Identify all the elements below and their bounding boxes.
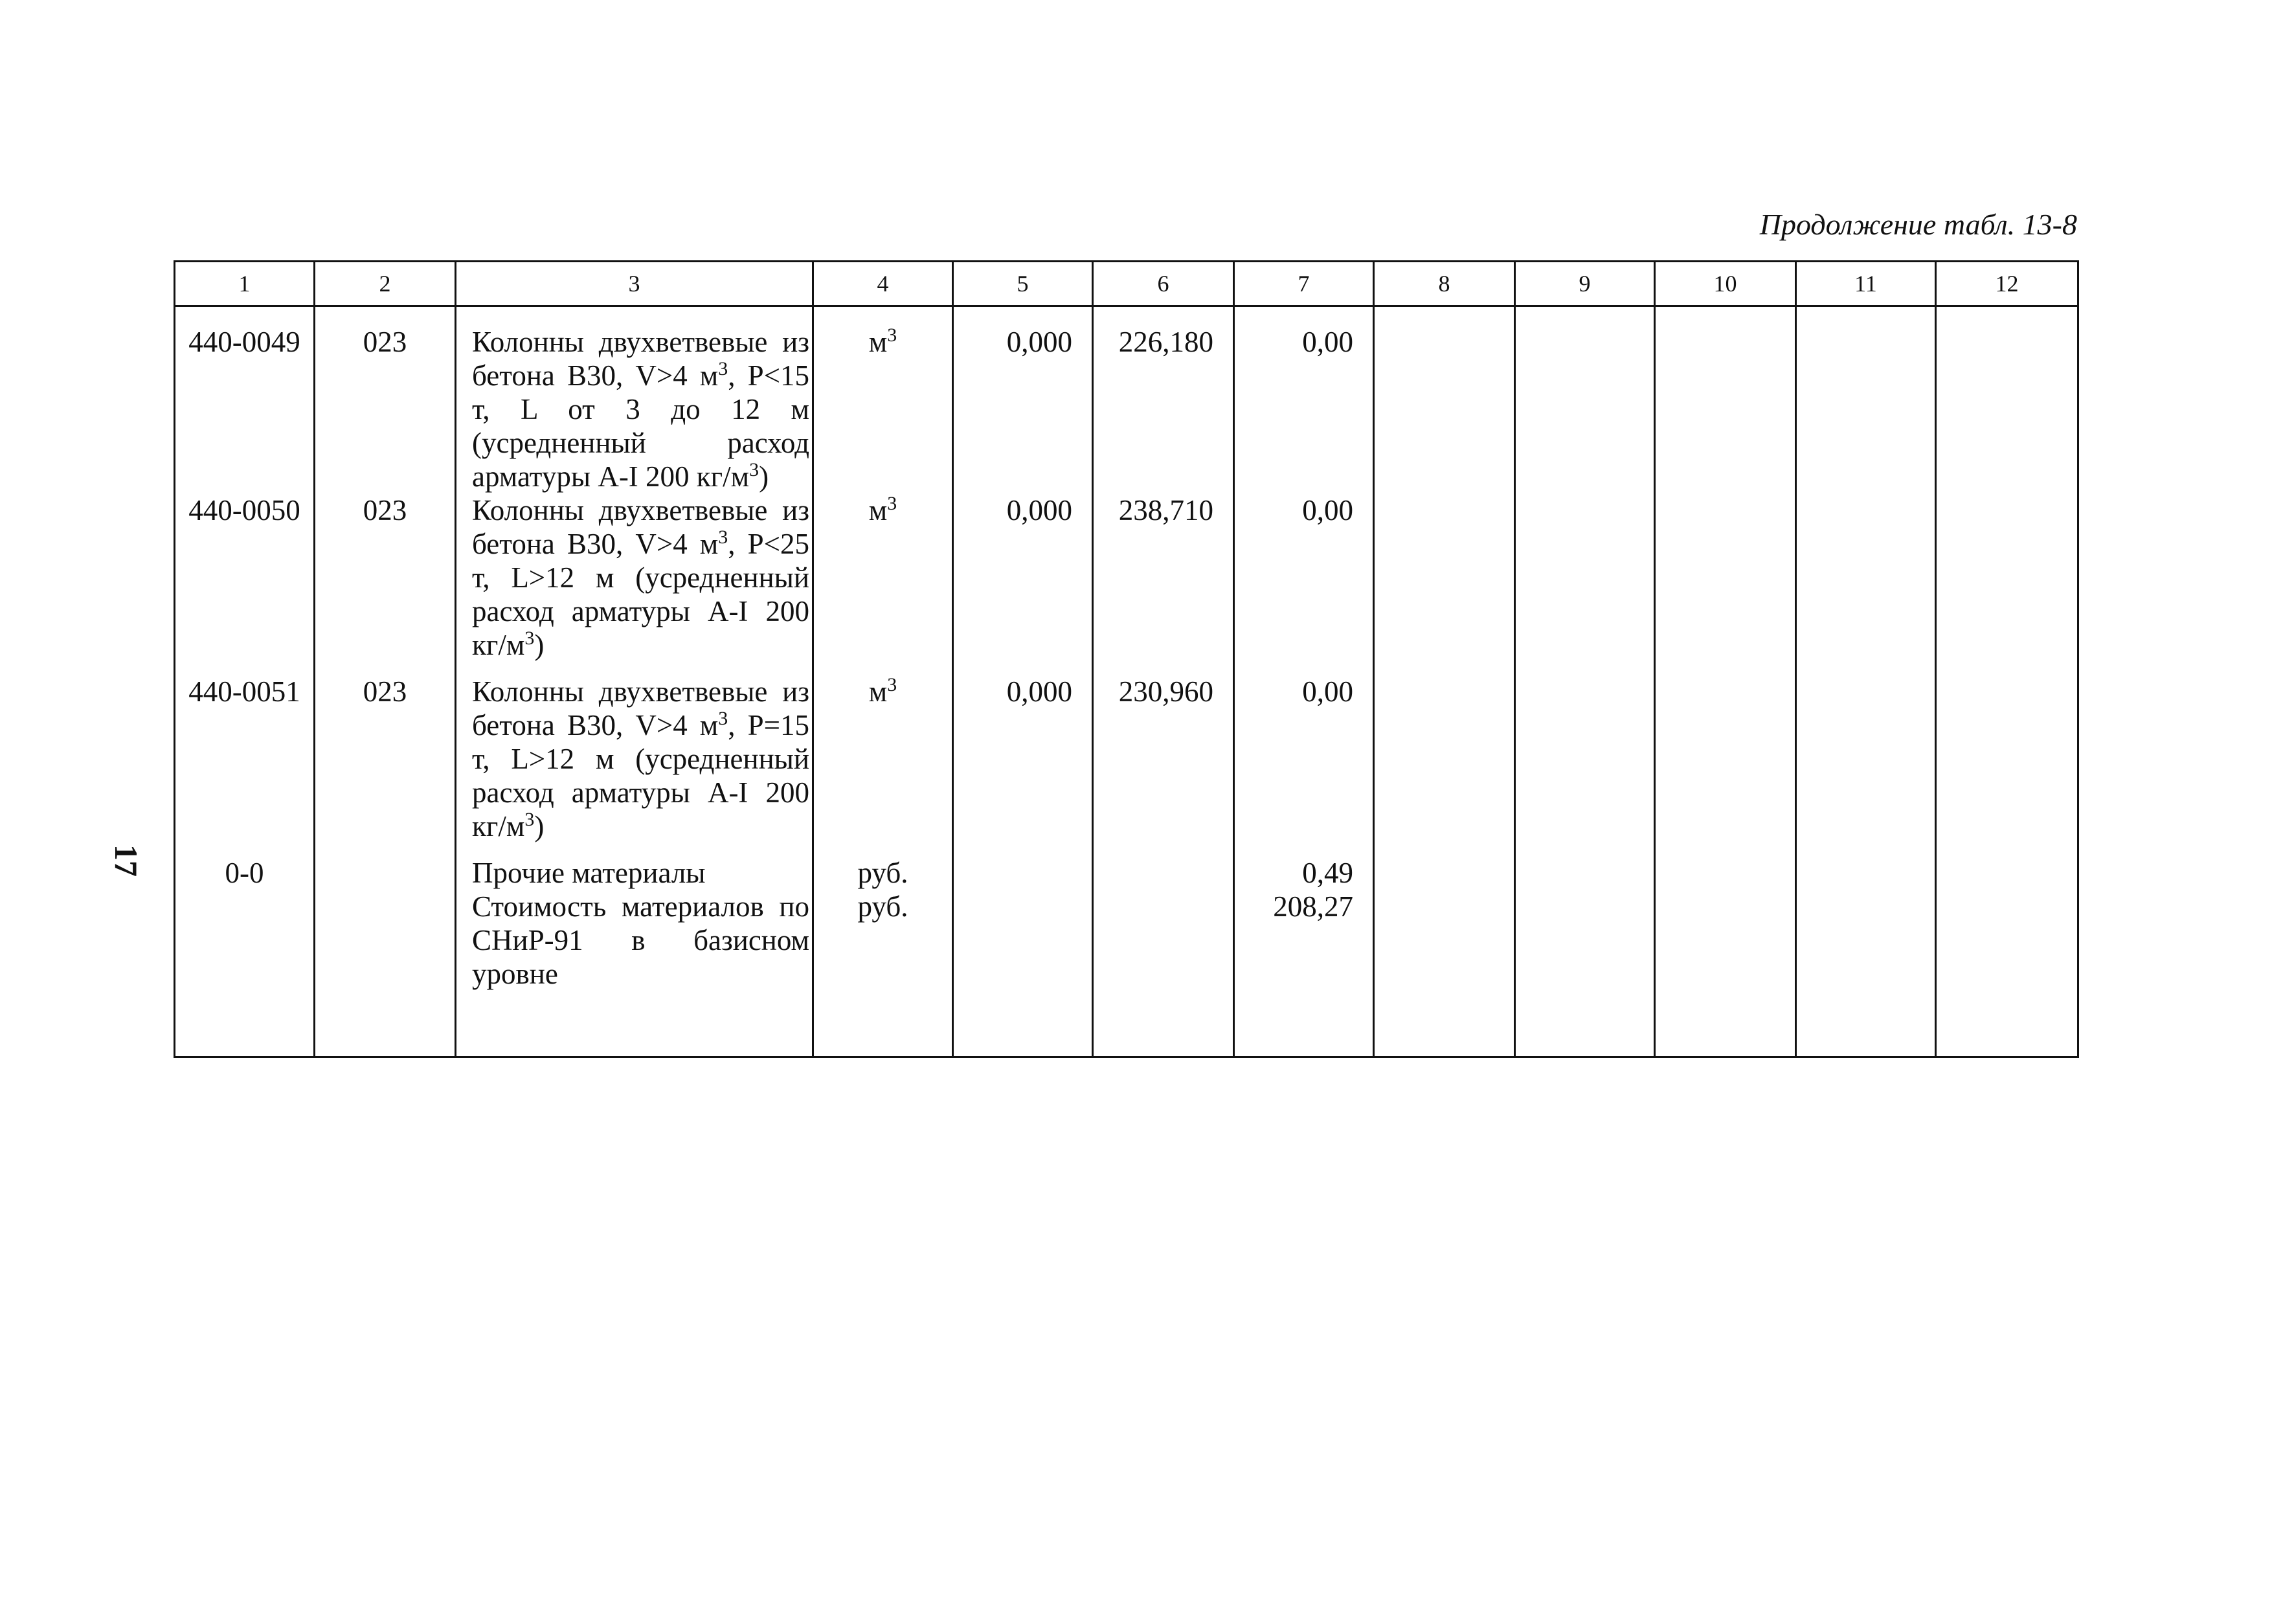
header-cell: 10	[1655, 262, 1796, 306]
empty-cell	[1655, 493, 1796, 675]
resource-code: 440-0049	[175, 306, 315, 494]
empty-cell	[1655, 675, 1796, 856]
cost-cell	[1234, 856, 1374, 1057]
empty-cell	[1796, 675, 1936, 856]
header-cell: 6	[1093, 262, 1234, 306]
empty-cell	[1796, 856, 1936, 1057]
resource-description: Колонны двухветвевые из бетона В30, V>4 $м^3$, Р<25 т, L>12 м (усредненный расход арматуры А-I 200 $кг/м^3$)	[456, 493, 813, 675]
header-cell: 1	[175, 262, 315, 306]
empty-cell	[1796, 306, 1936, 494]
header-cell: 12	[1936, 262, 2078, 306]
price-cell: 230,960	[1093, 675, 1234, 856]
table-caption: Продолжение табл. 13-8	[1759, 208, 2077, 241]
other-materials-label: Прочие материалы	[472, 857, 706, 889]
header-cell: 11	[1796, 262, 1936, 306]
unit-line: руб.	[857, 857, 908, 889]
empty-cell	[1515, 675, 1655, 856]
empty-cell	[1936, 306, 2078, 494]
materials-cost-label: Стоимость материалов по СНиР-91 в базисном уровне	[472, 890, 809, 990]
resource-code: 440-0051	[175, 675, 315, 856]
header-cell: 5	[953, 262, 1093, 306]
empty-cell	[1374, 675, 1515, 856]
quantity-cell: 0,000	[953, 306, 1093, 494]
unit-of-measure: $м^3$	[813, 675, 953, 856]
cost-cell: 0,00	[1234, 493, 1374, 675]
header-cell: 9	[1515, 262, 1655, 306]
cost-cell: 0,00	[1234, 306, 1374, 494]
resource-code: 0-0	[175, 856, 315, 1057]
group-code: 023	[315, 306, 456, 494]
resource-description	[456, 856, 813, 1057]
estimate-table	[174, 260, 2079, 1058]
table-row	[175, 493, 2078, 675]
empty-cell	[1936, 675, 2078, 856]
header-cell: 3	[456, 262, 813, 306]
header-cell: 7	[1234, 262, 1374, 306]
cost-cell: 0,00	[1234, 675, 1374, 856]
empty-cell	[1374, 493, 1515, 675]
cost-line: 208,27	[1273, 890, 1353, 923]
header-cell: 4	[813, 262, 953, 306]
quantity-cell	[953, 856, 1093, 1057]
page-number: 17	[108, 844, 144, 877]
group-code: 023	[315, 675, 456, 856]
empty-cell	[1374, 306, 1515, 494]
empty-cell	[1936, 493, 2078, 675]
price-cell: 238,710	[1093, 493, 1234, 675]
table-row	[175, 856, 2078, 1057]
empty-cell	[1515, 856, 1655, 1057]
group-code	[315, 856, 456, 1057]
resource-description: Колонны двухветвевые из бетона В30, V>4 $м^3$, Р<15 т, L от 3 до 12 м (усредненный расход арматуры А-I 200 $кг/м^3$)	[456, 306, 813, 494]
header-row	[175, 262, 2078, 306]
table-row	[175, 675, 2078, 856]
unit-of-measure: $м^3$	[813, 306, 953, 494]
empty-cell	[1655, 306, 1796, 494]
unit-of-measure: $м^3$	[813, 493, 953, 675]
empty-cell	[1655, 856, 1796, 1057]
table-row	[175, 306, 2078, 494]
header-cell: 2	[315, 262, 456, 306]
price-cell	[1093, 856, 1234, 1057]
price-cell: 226,180	[1093, 306, 1234, 494]
empty-cell	[1515, 306, 1655, 494]
empty-cell	[1936, 856, 2078, 1057]
empty-cell	[1796, 493, 1936, 675]
header-cell: 8	[1374, 262, 1515, 306]
quantity-cell: 0,000	[953, 493, 1093, 675]
resource-code: 440-0050	[175, 493, 315, 675]
resource-description: Колонны двухветвевые из бетона В30, V>4 $м^3$, Р=15 т, L>12 м (усредненный расход арматуры А-I 200 $кг/м^3$)	[456, 675, 813, 856]
group-code: 023	[315, 493, 456, 675]
quantity-cell: 0,000	[953, 675, 1093, 856]
empty-cell	[1515, 493, 1655, 675]
unit-of-measure	[813, 856, 953, 1057]
empty-cell	[1374, 856, 1515, 1057]
unit-line: руб.	[857, 890, 908, 923]
cost-line: 0,49	[1302, 857, 1353, 889]
